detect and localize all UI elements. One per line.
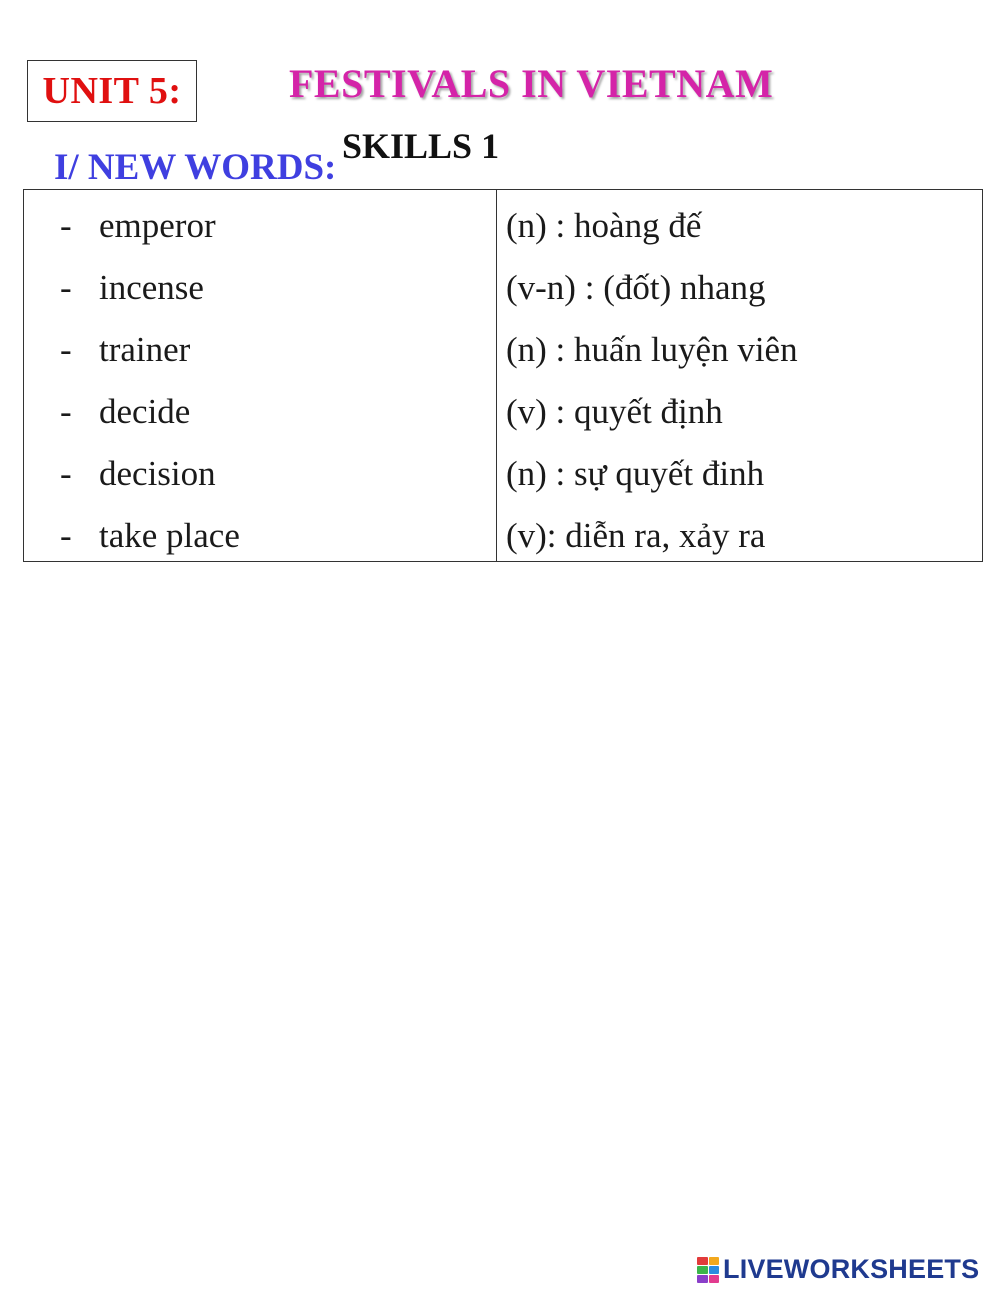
word-row <box>24 451 496 513</box>
vocab-word: emperor <box>99 206 216 245</box>
word-row <box>24 327 496 389</box>
unit-label: UNIT 5: <box>42 70 182 112</box>
vocab-meaning: (n) : hoàng đế <box>506 206 702 245</box>
word-row <box>24 203 496 265</box>
word-row <box>24 265 496 327</box>
bullet-dash: - <box>60 454 72 493</box>
vocab-meaning: (n) : huấn luyện viên <box>506 330 798 369</box>
bullet-dash: - <box>60 516 72 555</box>
liveworksheets-logo-icon <box>697 1257 719 1283</box>
bullet-dash: - <box>60 392 72 431</box>
liveworksheets-logo[interactable] <box>697 1254 979 1285</box>
bullet-dash: - <box>60 268 72 307</box>
vocab-word: decide <box>99 392 191 431</box>
vocab-word: take place <box>99 516 240 555</box>
logo-text: LIVEWORKSHEETS <box>723 1254 980 1284</box>
word-row <box>24 389 496 451</box>
words-column <box>24 190 497 561</box>
vocab-meaning: (v-n) : (đốt) nhang <box>506 268 766 307</box>
vocabulary-table <box>23 189 983 562</box>
subtitle: SKILLS 1 <box>342 126 500 166</box>
vocab-word: decision <box>99 454 216 493</box>
bullet-dash: - <box>60 206 72 245</box>
vocab-meaning: (v): diễn ra, xảy ra <box>506 516 766 555</box>
unit-label-box <box>27 60 197 122</box>
vocab-meaning: (n) : sự quyết đinh <box>506 454 765 493</box>
page-title: FESTIVALS IN VIETNAM <box>289 61 774 106</box>
meanings-column <box>497 190 982 561</box>
bullet-dash: - <box>60 330 72 369</box>
vocab-word: trainer <box>99 330 191 369</box>
vocab-word: incense <box>99 268 204 307</box>
section-heading: I/ NEW WORDS: <box>54 147 337 188</box>
vocab-meaning: (v) : quyết định <box>506 392 723 431</box>
word-row <box>24 513 496 575</box>
